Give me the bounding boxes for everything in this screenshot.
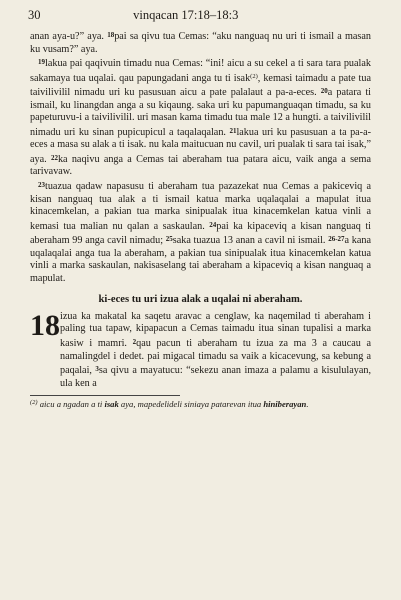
footnote: $^{(2)}$ aicu a ngadan a ti isak aya, mapedelideli siniaya patarevan itua hiniberayan. [30,399,309,410]
scripture-text [30,29,371,390]
verse-number: 18 [107,31,115,39]
chapter-text: izua ka makatal ka saqetu aravac a cenglaw, ka naqemilad ti aberaham i paling tua tapaw, kipapacun a Cemas taimadu itua sinan tupalisi a marka kasiw i mamri. 2qau pacun ti aberaham tu izua za ma 3 a caucau a namalingdel i dedet. pai migacal timadu sa vaik a kicacevung, sa kebung a paqalai, 3sa qivu a mayatucu: “sekezu anan imaza a palamu a kisululayan, ula ken a [60,310,372,389]
footnote-divider [30,395,180,396]
paragraph: 23tuazua qadaw napasusu ti aberaham tua pazazekat nua Cemas a pakiceviq a kisan nanguaq tua alak a ti ismail katua marka uqalaqalai a mapulat itua kinacemkelan, a pakian tua marka sinipualak itua kinacemkelan katua vinli a kemasi tua malian nu qalan a saskaulan. 24pai ka kipaceviq a kisan nanguaq ti aberaham 99 anga cavil nimadu; 25saka tuazua 13 anan a cavil ni ismail. 26-27a kana uqalaqalai anga tua la aberaham, a pakian tua sinipualak itua kinacemkelan katua vinli a marka saskaulan, nakisaselang tai aberaham a kipaceviq a kisan nanguaq a mapulat. [30,181,371,284]
chapter-18 [30,308,372,390]
verse-number: 23 [38,181,45,190]
page-number: 30 [28,8,41,22]
verse-number: 25 [165,235,173,244]
verse-number: 24 [209,220,217,229]
footnote-marker: (2) [250,72,258,80]
paragraph: 19lakua pai qaqivuin timadu nua Cemas: “ini! aicu a su cekel a ti sara tara pualak sakamaya tua uqalai. qau papungadani anga tu ti isak$^{(2)}$, kemasi taimadu a pate tua taivilivilil nimadu uri ku pasusuan aicu a pate palalaut a pa-a-eces. 20a patara ti ismail, ku linangdan anga a su kiqaung. saka uri ku papumanguaqan timadu, sa ku papeturuvu-i a taivilivilil. uri masan kama timadu tua male 12 a hungti. a taivilivilil nimadu uri ku sinan pupicupicul a taqalaqalan. 21lakua uri ku pasusuan a ta pa-a-eces a masa su alak a ti isak. nu kala maitucuan nu cavil, uri pualak ti sara tai isak,” aya. 22ka naqivu anga a Cemas tai aberaham tua patara aicu, vaik anga a sema tarivavaw. [30,58,371,178]
chapter-number: 18 [30,308,60,342]
verse-number: 20 [320,87,328,96]
section-heading: ki-eces tu uri izua alak a uqalai ni aberaham. [98,294,303,306]
verse-number: 19 [38,58,45,67]
verse-number: 26-27 [328,235,345,244]
verse-number: 3 [95,365,99,374]
verse-number: 2 [132,338,137,347]
footnote-marker: (2) [30,399,38,407]
verse-number: 21 [229,126,237,135]
verse-number: 22 [50,153,58,162]
paragraph: anan aya-u?” aya. 18pai sa qivu tua Cemas: “aku nanguaq nu uri ti ismail a masan ku vusam?” aya. [30,31,371,55]
page-header [30,8,371,23]
running-head: vinqacan 17:18–18:3 [133,8,239,22]
